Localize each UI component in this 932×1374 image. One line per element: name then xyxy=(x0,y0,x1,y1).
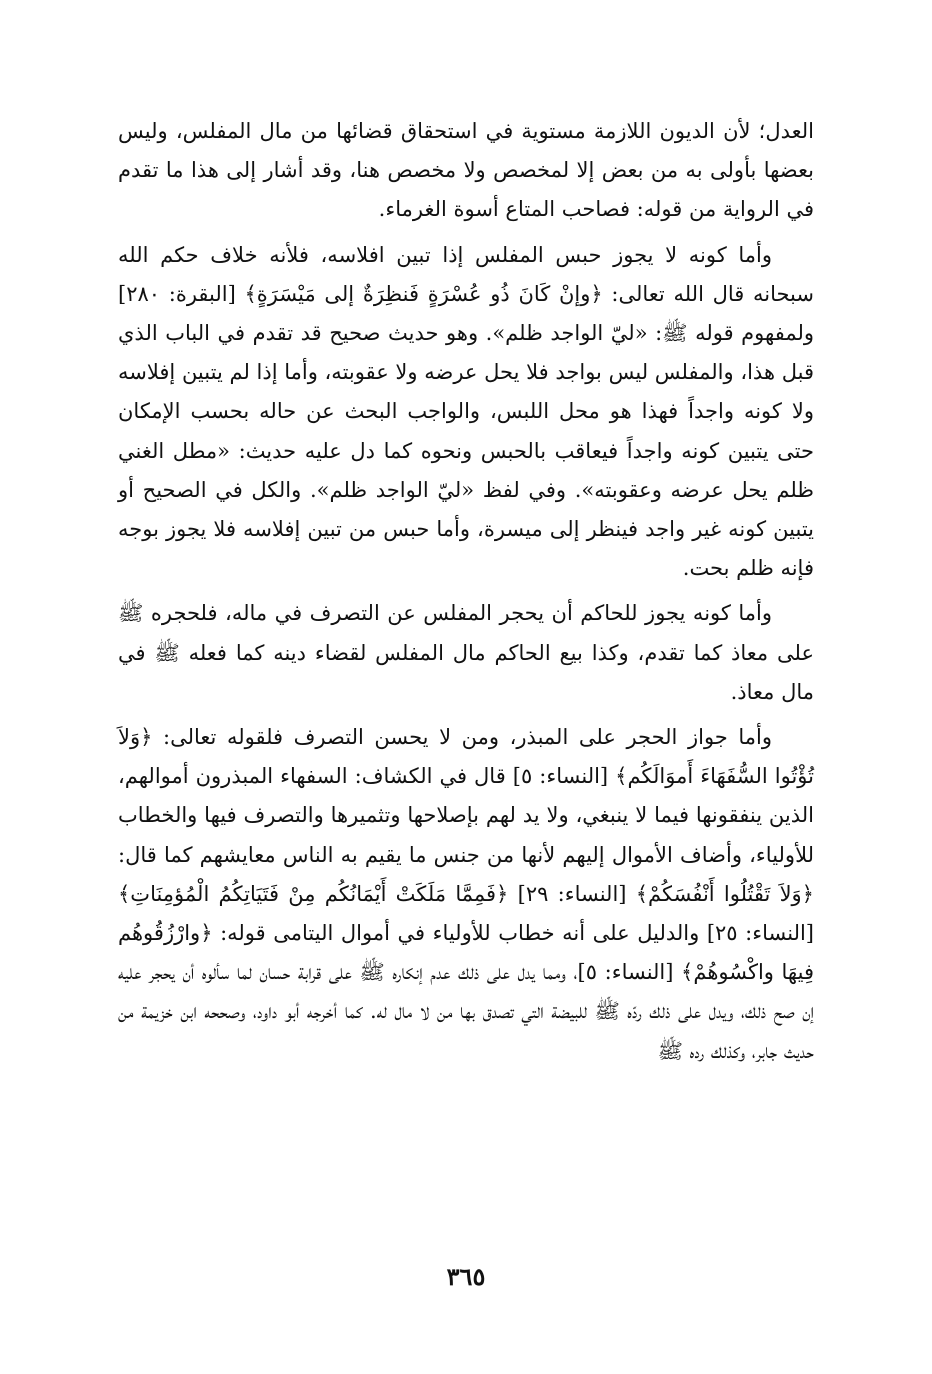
paragraph-3: وأما كونه يجوز للحاكم أن يحجر المفلس عن التصرف في ماله، فلحجره ﷺ على معاذ كما تقدم، وكذا بيع الحاكم مال المفلس لقضاء دينه كما فعله ﷺ في مال معاذ. xyxy=(118,601,814,704)
paragraph-1: العدل؛ لأن الديون اللازمة مستوية في استحقاق قضائها من مال المفلس، وليس بعضها بأولى به من بعض إلا لمخصص ولا مخصص هنا، وقد أشار إلى هذا ما تقدم في الرواية من قوله: فصاحب المتاع أسوة الغرماء. xyxy=(118,119,814,222)
paragraph-4: وأما جواز الحجر على المبذر، ومن لا يحسن التصرف فلقوله تعالى: ﴿وَلاَ تُؤْتُوا السُّفَهَاءَ أَموَالَكُم﴾ [النساء: ٥] قال في الكشاف: السفهاء المبذرون أموالهم، الذين ينفقونها فيما لا ينبغي، ولا يد لهم بإصلاحها وتثميرها والتصرف فيها والخطاب للأولياء، وأضاف الأموال إليهم لأنها من جنس ما يقيم به الناس معايشهم كما قال: ﴿وَلاَ تَقْتُلُوا أَنْفُسَكُمْ﴾ [النساء: ٢٩] ﴿فَمِمَّا مَلَكَتْ أَيْمَانُكُم مِنْ فَتَيَاتِكُمُ الْمُؤمِنَاتِ﴾ [النساء: ٢٥] والدليل على أنه خطاب للأولياء في أموال اليتامى قوله: ﴿وارْزُقُوهُم فِيهَا واكْسُوهُمْ﴾ [النساء: ٥]، ومما يدل على ذلك عدم إنكاره ﷺ على قرابة حسان لما سألوه أن يحجر عليه إن صح ذلك، ويدل على ذلك ردّه ﷺ للبيضة التي تصدق بها من لا مال له. كما أخرجه أبو داود، وصححه ابن خزيمة من حديث جابر، وكذلك رده ﷺ xyxy=(118,725,814,1063)
page-number: ٣٦٥ xyxy=(446,1262,486,1291)
body-text xyxy=(118,112,814,1077)
paragraph-2: وأما كونه لا يجوز حبس المفلس إذا تبين افلاسه، فلأنه خلاف حكم الله سبحانه قال الله تعالى: ﴿وإنْ كَانَ ذُو عُسْرَةٍ فَنظِرَةٌ إلى مَيْسَرَةٍ﴾ [البقرة: ٢٨٠] ولمفهوم قوله ﷺ: «ليّ الواجد ظلم». وهو حديث صحيح قد تقدم في الباب الذي قبل هذا، والمفلس ليس بواجد فلا يحل عرضه ولا عقوبته، وأما إذا لم يتبين إفلاسه ولا كونه واجداً فهذا هو محل اللبس، والواجب البحث عن حاله بحسب الإمكان حتى يتبين كونه واجداً فيعاقب بالحبس ونحوه كما دل عليه حديث: «مطل الغني ظلم يحل عرضه وعقوبته». وفي لفظ «ليّ الواجد ظلم». والكل في الصحيح أو يتبين كونه غير واجد فينظر إلى ميسرة، وأما حبس من تبين إفلاسه فلا يجوز بوجه فإنه ظلم بحت. xyxy=(118,242,814,581)
